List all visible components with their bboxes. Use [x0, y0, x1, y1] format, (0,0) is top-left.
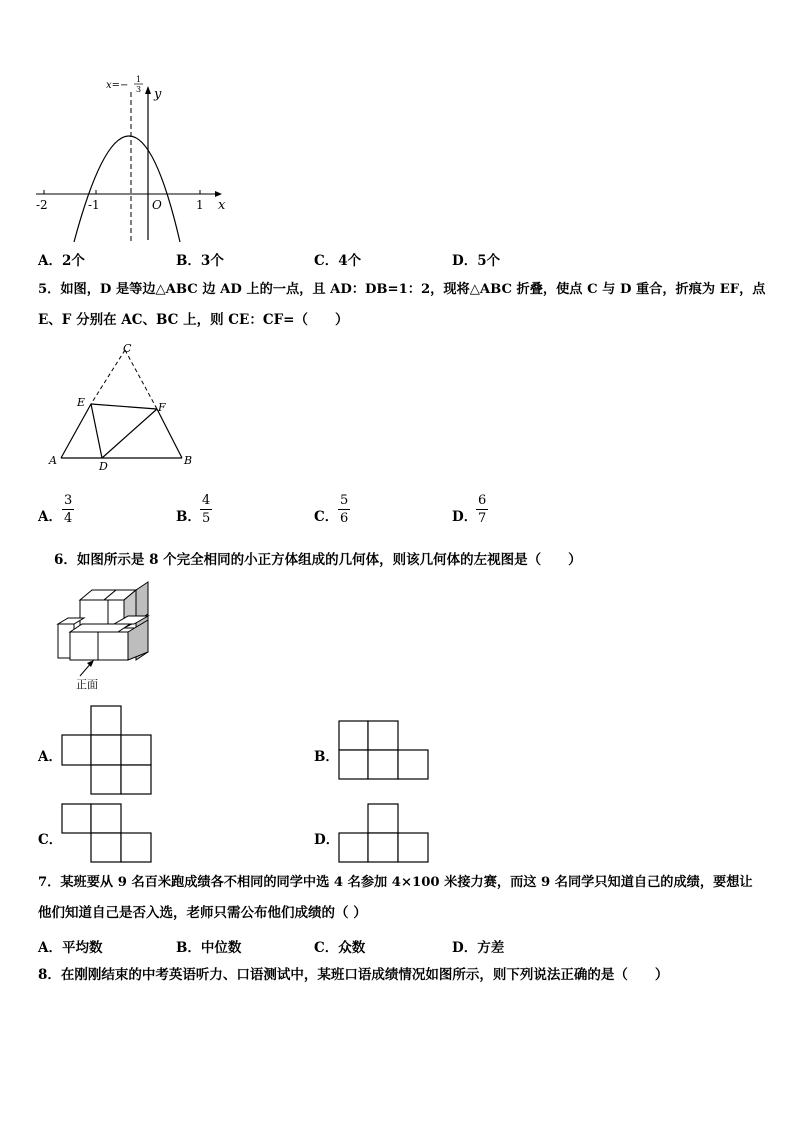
q5-line1: 5．如图，D 是等边△ABC 边 AD 上的一点，且 AD：DB=1：2，现将△ABC 折叠，使点 C 与 D 重合，折痕为 EF，点	[38, 282, 766, 297]
q8-text: 8．在刚刚结束的中考英语听力、口语测试中，某班口语成绩情况如图所示，则下列说法正确的是（ ）	[38, 967, 669, 983]
q6-option-d-view	[337, 802, 431, 864]
q6-option-c-letter: C．	[38, 832, 63, 848]
q4-option-b: B．3个	[176, 253, 224, 269]
tick-label-neg2: -2	[36, 198, 48, 212]
symmetry-label-den: 3	[136, 85, 142, 94]
q6-option-a-letter: A．	[38, 749, 62, 765]
q7-line2: 他们知道自己是否入选，老师只需公布他们成绩的（ ）	[38, 905, 367, 921]
point-a-label: A	[49, 454, 57, 467]
q5-option-a-fraction: $\frac{3}{4}$	[64, 493, 73, 526]
q5-option-d-letter: D．	[452, 509, 478, 525]
point-d-label: D	[99, 460, 108, 473]
triangle-fold-figure	[44, 340, 204, 475]
q6-text: 6．如图所示是 8 个完全相同的小正方体组成的几何体，则该几何体的左视图是（ ）	[54, 552, 582, 568]
tick-label-neg1: -1	[88, 198, 100, 212]
point-b-label: B	[184, 454, 193, 467]
cube-solid-figure	[54, 578, 154, 694]
q6-option-c-view	[60, 802, 154, 864]
q6-option-b-letter: B．	[314, 749, 339, 765]
y-axis-label: y	[154, 87, 162, 102]
q6-option-d-letter: D．	[314, 832, 340, 848]
q6-option-b-view	[337, 719, 431, 781]
symmetry-label-num: 1	[136, 75, 142, 84]
q7-option-d: D．方差	[452, 940, 505, 956]
q4-option-c: C．4个	[314, 253, 362, 269]
q5-option-b-fraction: $\frac{4}{5}$	[202, 493, 211, 526]
q7-option-b: B．中位数	[176, 940, 242, 956]
front-view-label: 正面	[76, 678, 98, 691]
q4-option-d: D．5个	[452, 253, 501, 269]
q5-option-d-fraction: $\frac{6}{7}$	[478, 493, 487, 526]
x-axis-label: x	[218, 198, 226, 213]
point-c-label: C	[123, 342, 132, 355]
symmetry-label-prefix: x=−	[106, 80, 129, 91]
origin-label: O	[152, 198, 162, 212]
point-f-label: F	[158, 401, 166, 414]
tick-label-1: 1	[196, 198, 204, 212]
point-e-label: E	[77, 396, 86, 409]
q7-option-c: C．众数	[314, 940, 366, 956]
q7-option-a: A．平均数	[38, 940, 103, 956]
q6-option-a-view	[60, 704, 154, 796]
q4-option-a: A．2个	[38, 253, 85, 269]
q5-option-c-fraction: $\frac{5}{6}$	[340, 493, 349, 526]
q5-option-a-letter: A．	[38, 509, 62, 525]
q5-option-c-letter: C．	[314, 509, 339, 525]
parabola-graph	[30, 74, 240, 246]
q7-line1: 7．某班要从 9 名百米跑成绩各不相同的同学中选 4 名参加 4×100 米接力赛，而这 9 名同学只知道自己的成绩，要想让	[38, 875, 753, 890]
q5-line2: E、F 分别在 AC、BC 上，则 CE：CF=（ ）	[38, 312, 349, 328]
q5-option-b-letter: B．	[176, 509, 201, 525]
